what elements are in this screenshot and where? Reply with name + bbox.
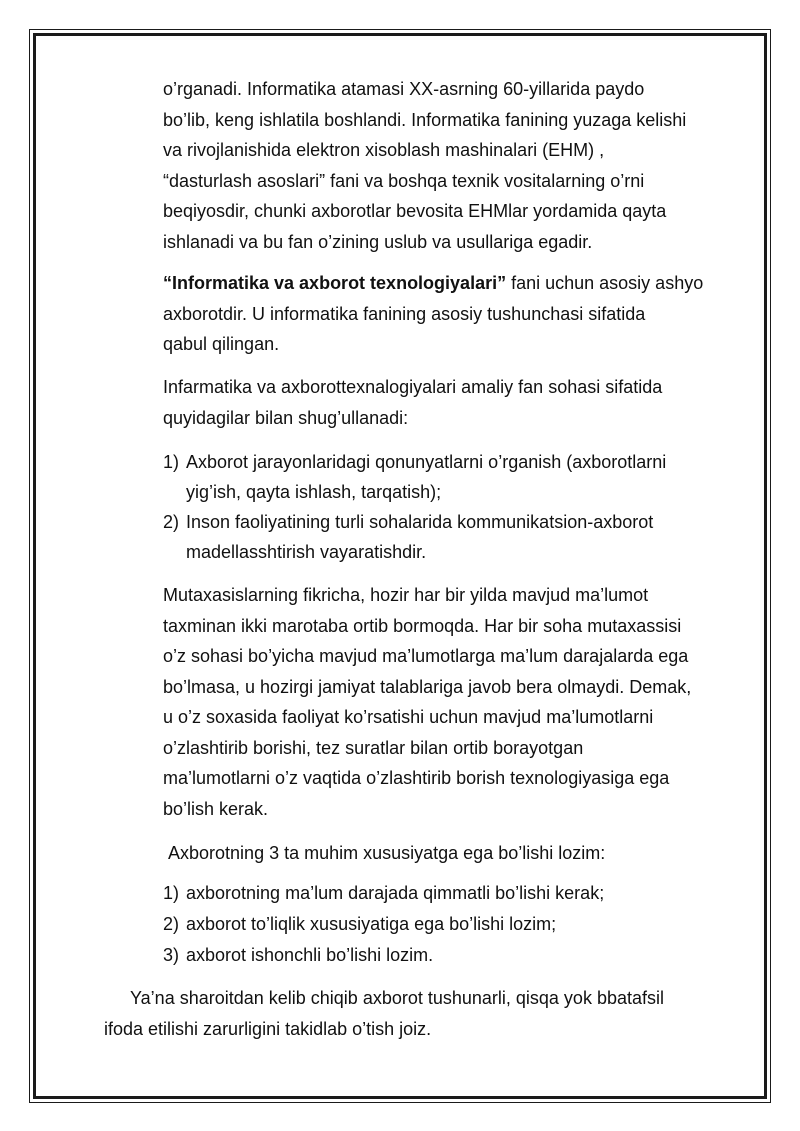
- text-line: qabul qilingan.: [163, 334, 280, 354]
- list-number: 2): [163, 914, 180, 934]
- list-number: 1): [163, 883, 180, 903]
- numbered-list-properties: [163, 878, 743, 971]
- text-line: ma’lumotlarni o’z vaqtida o’zlashtirib borish texnologiyasiga ega: [163, 768, 670, 788]
- list-item-text: madellasshtirish vayaratishdir.: [186, 542, 427, 562]
- list-number: 2): [163, 512, 180, 532]
- text-line: “dasturlash asoslari” fani va boshqa texnik vositalarning o’rni: [163, 170, 645, 191]
- text-line: fani uchun asosiy ashyo: [506, 273, 704, 293]
- list-number: 3): [163, 945, 180, 965]
- text-line: taxminan ikki marotaba ortib bormoqda. Har bir soha mutaxassisi: [163, 615, 682, 636]
- list-item-text: axborot ishonchli bo’lishi lozim.: [186, 945, 434, 965]
- paragraph-experts: [163, 580, 743, 824]
- list-item-text: axborot to’liqlik xususiyatiga ega bo’lishi lozim;: [186, 914, 557, 934]
- list-item: [163, 507, 743, 567]
- list-item: [163, 940, 743, 970]
- paragraph-scope: [163, 372, 743, 433]
- text-line: va rivojlanishida elektron xisoblash mashinalari (EHM) ,: [163, 140, 605, 160]
- text-line: quyidagilar bilan shug’ullanadi:: [163, 407, 409, 428]
- numbered-list-activities: [163, 447, 743, 567]
- text-line: u o’z soxasida faoliyat ko’rsatishi uchun mavjud ma’lumotlarni: [163, 707, 654, 727]
- list-item: [163, 447, 743, 507]
- text-line: bo’lmasa, u hozirgi jamiyat talablariga javob bera olmaydi. Demak,: [163, 676, 692, 697]
- text-line: Axborotning 3 ta muhim xususiyatga ega bo’lishi lozim:: [163, 843, 606, 863]
- bold-subject-title: “Informatika va axborot texnologiyalari”: [163, 273, 507, 293]
- paragraph-intro: [163, 74, 743, 257]
- paragraph-conclusion: [104, 983, 737, 1044]
- paragraph-subject: [163, 268, 743, 360]
- paragraph-properties-intro: [163, 838, 743, 869]
- text-line: bo’lish kerak.: [163, 798, 269, 819]
- text-line: o’z sohasi bo’yicha mavjud ma’lumotlarga ma’lum darajalarda ega: [163, 646, 689, 666]
- list-item-text: Inson faoliyatining turli sohalarida kommunikatsion-axborot: [186, 512, 654, 532]
- text-line: o’rganadi. Informatika atamasi XX-asrning 60-yillarida paydo: [163, 79, 645, 99]
- text-line: Ya’na sharoitdan kelib chiqib axborot tushunarli, qisqa yok bbatafsil: [130, 988, 664, 1008]
- text-line: ifoda etilishi zarurligini takidlab o’tish joiz.: [104, 1018, 432, 1039]
- list-number: 1): [163, 452, 180, 472]
- list-item-text: Axborot jarayonlaridagi qonunyatlarni o’rganish (axborotlarni: [186, 452, 667, 472]
- text-line: axborotdir. U informatika fanining asosiy tushunchasi sifatida: [163, 303, 646, 324]
- list-item-text: yig’ish, qayta ishlash, tarqatish);: [186, 482, 442, 502]
- list-item: [163, 878, 743, 908]
- text-line: ishlanadi va bu fan o’zining uslub va usullariga egadir.: [163, 231, 593, 252]
- list-item-text: axborotning ma’lum darajada qimmatli bo’lishi kerak;: [186, 883, 605, 903]
- text-line: Mutaxasislarning fikricha, hozir har bir yilda mavjud ma’lumot: [163, 585, 649, 605]
- text-line: bo’lib, keng ishlatila boshlandi. Informatika fanining yuzaga kelishi: [163, 109, 687, 130]
- list-item: [163, 909, 743, 939]
- text-line: o’zlashtirib borishi, tez suratlar bilan ortib borayotgan: [163, 737, 584, 758]
- text-line: Infarmatika va axborottexnalogiyalari amaliy fan sohasi sifatida: [163, 377, 663, 397]
- text-line: beqiyosdir, chunki axborotlar bevosita EHMlar yordamida qayta: [163, 201, 667, 221]
